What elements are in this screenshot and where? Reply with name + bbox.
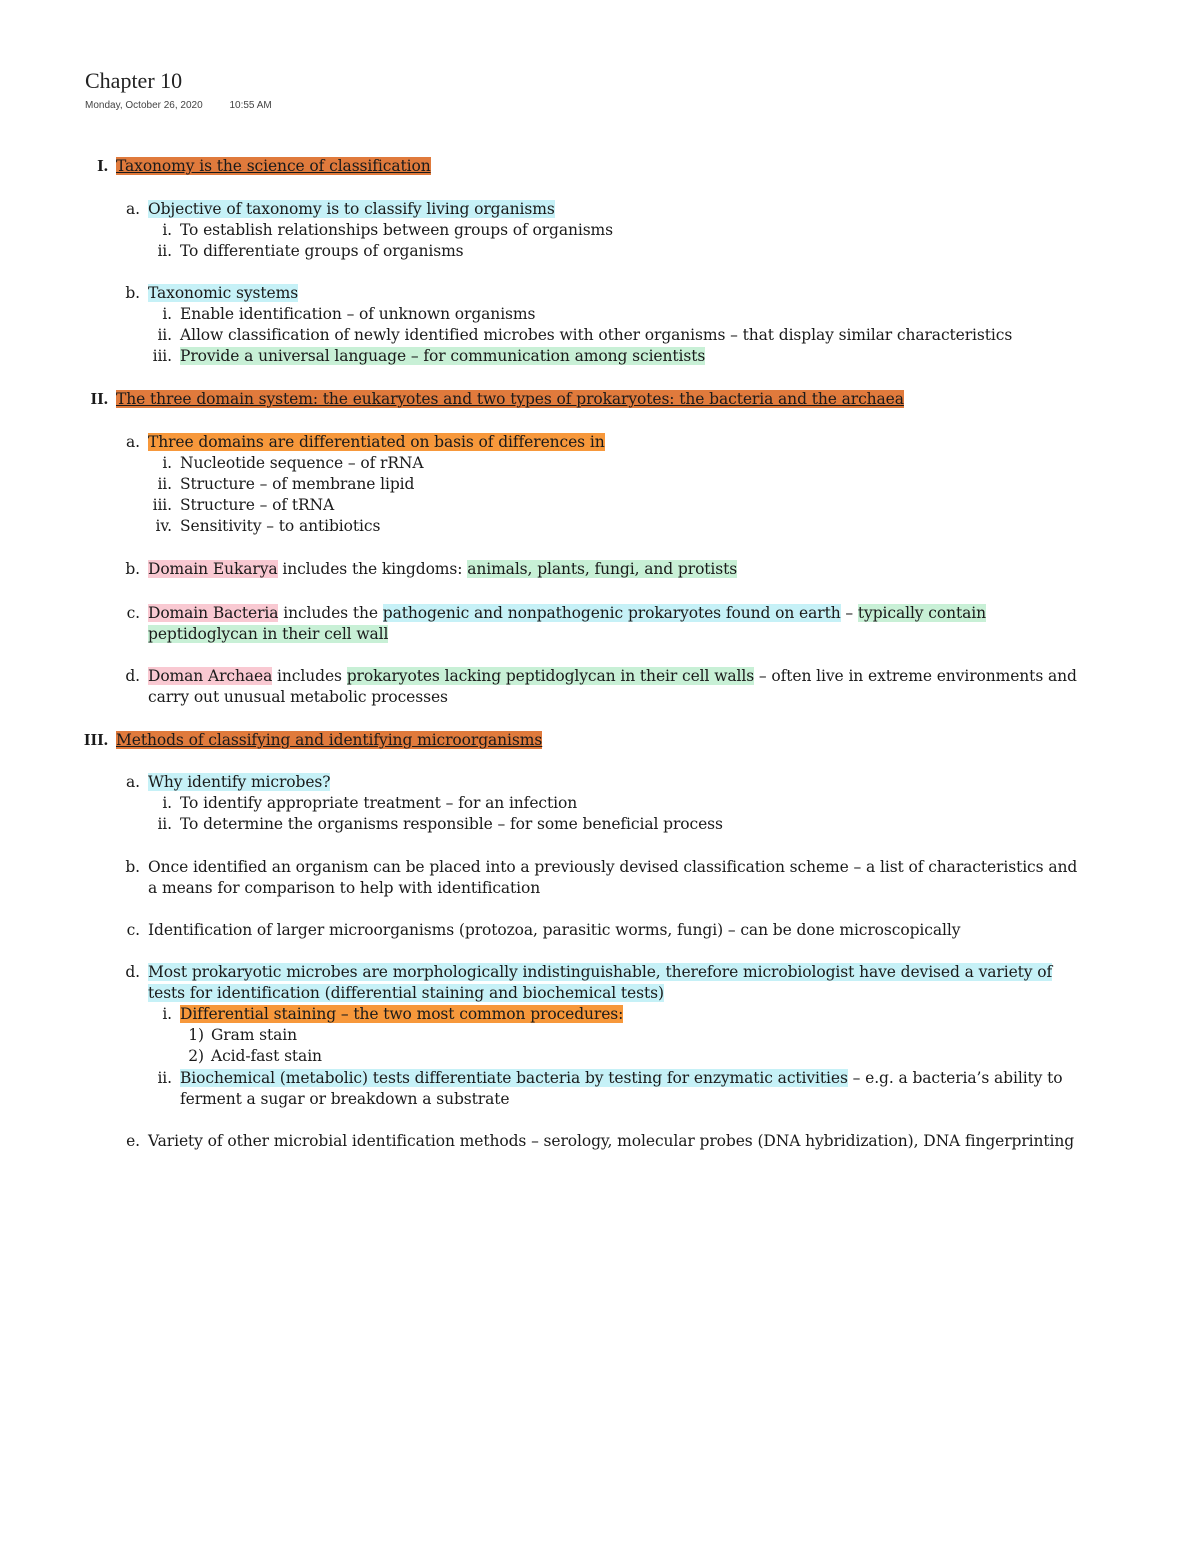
outline-subitem: To determine the organisms responsible – for some beneficial process <box>180 815 723 833</box>
page-time: 10:55 AM <box>229 100 272 111</box>
section-marker: II. <box>90 389 108 408</box>
outline-item-continuation: peptidoglycan in their cell wall <box>148 625 389 643</box>
numbered-marker: 2) <box>188 1047 204 1065</box>
outline-subitem: To differentiate groups of organisms <box>180 242 464 260</box>
numbered-item: Gram stain <box>211 1026 298 1044</box>
outline-subitem: Structure – of tRNA <box>180 496 335 514</box>
subitem-marker: ii. <box>157 1069 172 1087</box>
section-marker: III. <box>83 730 108 749</box>
subitem-marker: i. <box>162 1005 172 1023</box>
outline-item: Variety of other microbial identification methods – serology, molecular probes (DNA hybridization), DNA fingerprinting <box>148 1132 1075 1150</box>
subitem-marker: i. <box>162 221 172 239</box>
subitem-marker: i. <box>162 305 172 323</box>
section-heading: Methods of classifying and identifying microorganisms <box>116 731 543 749</box>
subitem-marker: ii. <box>157 326 172 344</box>
item-marker: b. <box>125 560 140 578</box>
outline-item: Domain Eukarya includes the kingdoms: animals, plants, fungi, and protists <box>148 560 738 578</box>
outline-subitem: Sensitivity – to antibiotics <box>180 517 381 535</box>
outline-item: Objective of taxonomy is to classify living organisms <box>148 200 555 218</box>
item-marker: b. <box>125 284 140 302</box>
outline-item: Taxonomic systems <box>148 284 299 302</box>
outline-subitem: To identify appropriate treatment – for an infection <box>180 794 578 812</box>
outline-item: Why identify microbes? <box>148 773 331 791</box>
outline-subitem: Differential staining – the two most common procedures: <box>180 1005 624 1023</box>
outline-subitem: Biochemical (metabolic) tests differentiate bacteria by testing for enzymatic activities – e.g. a bacteria’s ability to <box>180 1069 1063 1087</box>
outline-subitem: Provide a universal language – for communication among scientists <box>180 347 706 365</box>
item-marker: a. <box>126 200 140 218</box>
outline-subitem-continuation: ferment a sugar or breakdown a substrate <box>180 1090 510 1108</box>
item-marker: a. <box>126 433 140 451</box>
outline-item: Three domains are differentiated on basis of differences in <box>148 433 605 451</box>
outline-subitem: Allow classification of newly identified microbes with other organisms – that display similar characteristics <box>180 326 1013 344</box>
subitem-marker: i. <box>162 794 172 812</box>
page-date: Monday, October 26, 2020 <box>85 100 203 111</box>
outline-subitem: To establish relationships between groups of organisms <box>180 221 614 239</box>
page-meta <box>85 100 272 111</box>
outline-item: Doman Archaea includes prokaryotes lacking peptidoglycan in their cell walls – often live in extreme environments and <box>148 667 1077 685</box>
item-marker: e. <box>126 1132 140 1150</box>
outline-subitem: Structure – of membrane lipid <box>180 475 415 493</box>
outline-item: Most prokaryotic microbes are morphologically indistinguishable, therefore microbiologist have devised a variety of <box>148 963 1053 981</box>
section-heading: The three domain system: the eukaryotes and two types of prokaryotes: the bacteria and the archaea <box>116 390 904 408</box>
outline-item: Once identified an organism can be placed into a previously devised classification scheme – a list of characteristics and <box>148 858 1078 876</box>
item-marker: a. <box>126 773 140 791</box>
subitem-marker: ii. <box>157 475 172 493</box>
page-title: Chapter 10 <box>85 68 183 93</box>
outline-item-continuation: a means for comparison to help with identification <box>148 879 541 897</box>
subitem-marker: i. <box>162 454 172 472</box>
outline-item-continuation: tests for identification (differential staining and biochemical tests) <box>148 984 664 1002</box>
subitem-marker: ii. <box>157 815 172 833</box>
outline-item-continuation: carry out unusual metabolic processes <box>148 688 448 706</box>
subitem-marker: ii. <box>157 242 172 260</box>
outline-subitem: Enable identification – of unknown organisms <box>180 305 536 323</box>
outline-item: Identification of larger microorganisms (protozoa, parasitic worms, fungi) – can be done microscopically <box>148 921 961 939</box>
subitem-marker: iv. <box>155 517 172 535</box>
numbered-item: Acid-fast stain <box>211 1047 322 1065</box>
item-marker: b. <box>125 858 140 876</box>
item-marker: c. <box>126 921 140 939</box>
numbered-marker: 1) <box>188 1026 204 1044</box>
subitem-marker: iii. <box>152 347 172 365</box>
section-heading: Taxonomy is the science of classification <box>116 157 431 175</box>
item-marker: d. <box>125 963 140 981</box>
item-marker: c. <box>126 604 140 622</box>
subitem-marker: iii. <box>152 496 172 514</box>
outline-item: Domain Bacteria includes the pathogenic and nonpathogenic prokaryotes found on earth – typically contain <box>148 604 986 622</box>
outline-subitem: Nucleotide sequence – of rRNA <box>180 454 424 472</box>
item-marker: d. <box>125 667 140 685</box>
section-marker: I. <box>97 156 108 175</box>
